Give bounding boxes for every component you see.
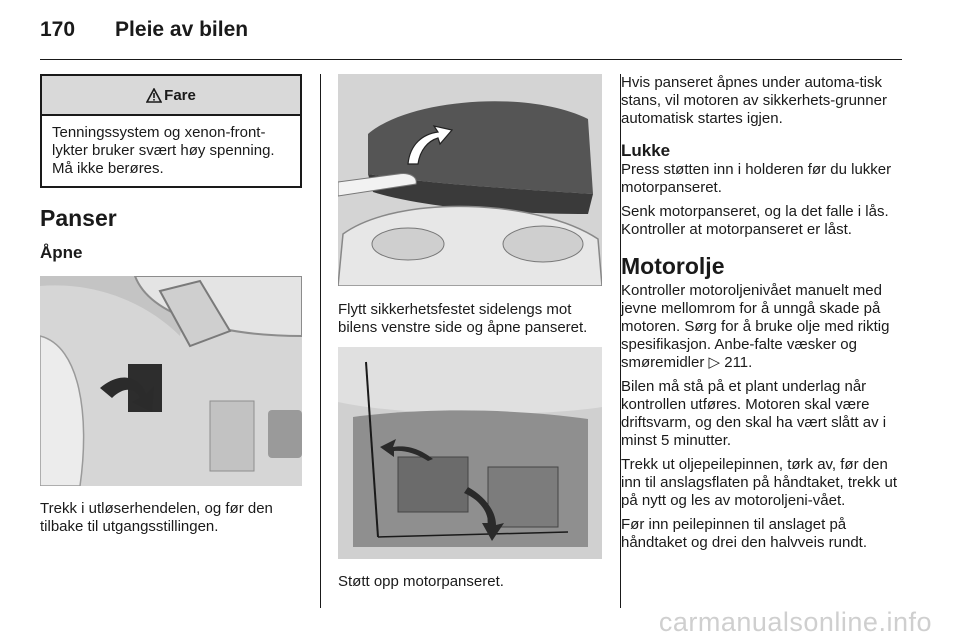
- oil-paragraph-3: Trekk ut oljepeilepinnen, tørk av, før den inn til anslagsflaten på håndtaket, trekk ut på nytt og les av motoroljeni-vået.: [621, 456, 898, 509]
- warning-box: [40, 74, 302, 188]
- hood-safety-catch-illustration: [338, 74, 602, 286]
- page-number: 170: [40, 18, 76, 41]
- auto-stop-note: Hvis panseret åpnes under automa-tisk stans, vil motoren av sikkerhets-grunner automatisk startes igjen.: [621, 74, 887, 127]
- caption-safety-catch: Flytt sikkerhetsfestet sidelengs mot bilens venstre side og åpne panseret.: [338, 301, 588, 336]
- page-header: [40, 18, 248, 42]
- oil-paragraph-4: Før inn peilepinnen til anslaget på håndtaket og drei den halvveis rundt.: [621, 516, 867, 551]
- hood-support-rod-image: [338, 347, 602, 559]
- page-reference-link[interactable]: 211.: [724, 354, 753, 371]
- close-paragraph-1: Press støtten inn i holderen før du lukker motorpanseret.: [621, 161, 892, 196]
- warning-header: [42, 76, 300, 116]
- hood-release-illustration: [40, 276, 302, 486]
- column-3: [621, 74, 907, 552]
- hood-safety-catch-image: [338, 74, 602, 286]
- warning-title: Fare: [164, 86, 196, 104]
- section-title-panser: Panser: [40, 205, 117, 231]
- page-reference-icon: ▷: [708, 354, 721, 371]
- subsection-title-open: Åpne: [40, 243, 83, 262]
- column-1: [40, 74, 302, 536]
- warning-triangle-icon: [146, 88, 162, 103]
- column-2: [338, 74, 602, 591]
- hood-release-lever-image: [40, 276, 302, 486]
- subsection-title-close: Lukke: [621, 141, 671, 160]
- oil-paragraph-1-text: Kontroller motoroljenivået manuelt med jevne mellomrom for å unngå skade på motoren. Sørg for å bruke olje med riktig spesifikasjon. Anbe-falte væsker og smøremidler: [621, 282, 890, 371]
- warning-text: Tenningssystem og xenon-front-lykter bruker svært høy spenning. Må ikke berøres.: [52, 124, 275, 177]
- column-divider-1: [320, 74, 321, 608]
- watermark: carmanualsonline.info: [658, 607, 932, 637]
- close-paragraph-2: Senk motorpanseret, og la det falle i lås. Kontroller at motorpanseret er låst.: [621, 203, 889, 238]
- section-title-engine-oil: Motorolje: [621, 253, 725, 279]
- header-rule: [40, 59, 902, 60]
- oil-paragraph-2: Bilen må stå på et plant underlag når kontrollen utføres. Motoren skal være driftsvarm, og den skal ha vært slått av i minst 5 minutter.: [621, 378, 887, 449]
- hood-support-rod-illustration: [338, 347, 602, 559]
- caption-hood-release: Trekk i utløserhendelen, og før den tilbake til utgangsstillingen.: [40, 500, 273, 535]
- caption-support-rod: Støtt opp motorpanseret.: [338, 573, 504, 590]
- chapter-title: Pleie av bilen: [115, 18, 249, 41]
- oil-paragraph-1: [621, 282, 907, 372]
